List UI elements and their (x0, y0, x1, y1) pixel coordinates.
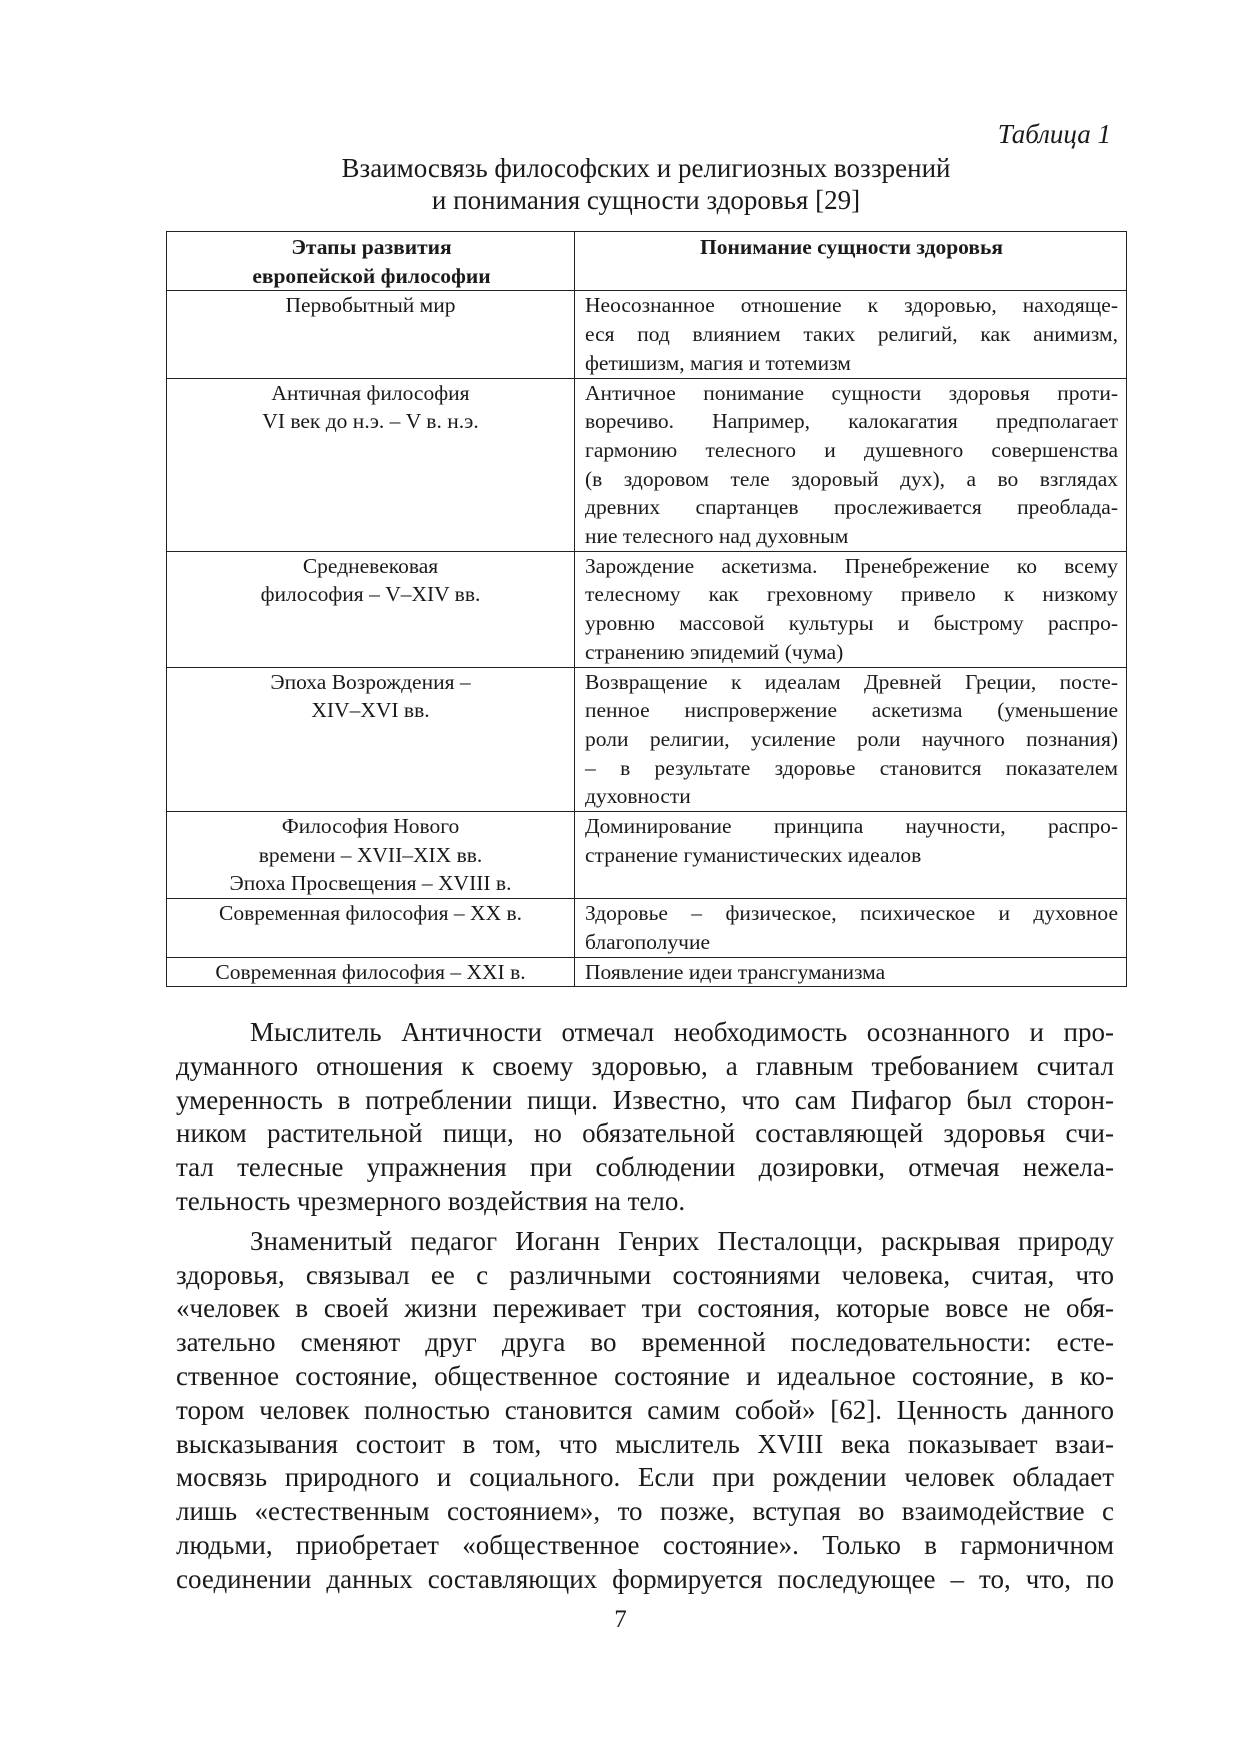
description-line: роли религии, усиление роли научного познания) (585, 726, 1118, 751)
description-line: пенное ниспровержение аскетизма (уменьшение (585, 698, 1118, 723)
description-line: еся под влиянием таких религий, как анимизм, (585, 322, 1118, 347)
table-row (167, 667, 1127, 812)
body-paragraph (176, 1016, 1114, 1219)
paragraph-line: высказывания состоит в том, что мыслитель XVIII века показывает взаи- (176, 1428, 1114, 1459)
stage-cell (167, 291, 575, 378)
stage-line: Современная философия – XX в. (218, 901, 523, 926)
description-line: гармонию телесного и душевного совершенства (585, 437, 1118, 462)
stage-line: Античная философия (271, 380, 470, 405)
description-cell (575, 899, 1127, 957)
paragraph-line: лишь «естественным состоянием», то позже, вступая во взаимодействие с (176, 1496, 1114, 1527)
description-line: Появление идеи трансгуманизма (585, 959, 886, 984)
page-number: 7 (614, 1606, 627, 1633)
paragraph-line: Мыслитель Античности отмечал необходимость осознанного и про- (250, 1017, 1114, 1047)
stage-line: Философия Нового (281, 814, 460, 839)
body-paragraph (176, 1225, 1114, 1597)
paragraph-line: людьми, приобретает «общественное состояние». Только в гармоничном (176, 1529, 1114, 1560)
description-line: Неосознанное отношение к здоровью, находяще- (585, 293, 1118, 318)
stage-line: времени – XVII–XIX вв. (258, 842, 483, 867)
stage-line: философия – V–XIV вв. (260, 582, 481, 607)
body-text (176, 1016, 1114, 1603)
table-caption (166, 152, 1126, 216)
description-line: Здоровье – физическое, психическое и духовное (585, 901, 1118, 926)
stage-line: Средневековая (302, 553, 439, 578)
stage-cell (167, 812, 575, 899)
description-line: духовности (585, 784, 691, 809)
paragraph-line: ственное состояние, общественное состояние и идеальное состояние, в ко- (176, 1360, 1114, 1391)
description-cell (575, 291, 1127, 378)
description-line: фетишизм, магия и тотемизм (585, 350, 851, 375)
table-row (167, 812, 1127, 899)
paragraph-line: ником растительной пищи, но обязательной составляющей здоровья счи- (176, 1118, 1114, 1149)
paragraph-line: зательно сменяют друг друга во временной последовательности: есте- (176, 1327, 1114, 1358)
paragraph-line: здоровья, связывал ее с различными состояниями человека, считая, что (176, 1259, 1114, 1290)
description-cell (575, 378, 1127, 551)
paragraph-line: Знаменитый педагог Иоганн Генрих Песталоцци, раскрывая природу (250, 1225, 1114, 1256)
header-stages-line-1: Этапы развития (291, 235, 452, 259)
stage-cell (167, 378, 575, 551)
description-cell (575, 667, 1127, 812)
stage-cell (167, 551, 575, 667)
description-line: телесному как греховному привело к низкому (585, 582, 1118, 607)
table-row (167, 291, 1127, 378)
stage-cell (167, 899, 575, 957)
description-line: благополучие (585, 929, 711, 954)
description-line: Зарождение аскетизма. Пренебрежение ко всему (585, 553, 1118, 578)
table-header-row (167, 232, 1127, 291)
description-cell (575, 957, 1127, 987)
stage-cell (167, 957, 575, 987)
description-line: древних спартанцев прослеживается преоблада- (585, 495, 1118, 520)
caption-line-2: и понимания сущности здоровья [29] (431, 185, 861, 215)
table-row (167, 551, 1127, 667)
description-line: Античное понимание сущности здоровья проти- (585, 380, 1118, 405)
header-stages (167, 232, 575, 291)
paragraph-line: умеренность в потреблении пищи. Известно, что сам Пифагор был сторон- (176, 1084, 1114, 1115)
paragraph-line: тал телесные упражнения при соблюдении дозировки, отмечая нежела- (176, 1152, 1114, 1183)
table-row (167, 378, 1127, 551)
description-line: – в результате здоровье становится показателем (585, 755, 1118, 780)
description-cell (575, 551, 1127, 667)
paragraph-line: соединении данных составляющих формируется последующее – то, что, по (176, 1563, 1114, 1594)
description-line: Возвращение к идеалам Древней Греции, посте- (585, 669, 1118, 694)
description-cell (575, 812, 1127, 899)
table-body (167, 291, 1127, 987)
description-line: (в здоровом теле здоровый дух), а во взглядах (585, 466, 1118, 491)
stage-line: Современная философия – XXI в. (215, 959, 526, 984)
paragraph-line: думанного отношения к своему здоровью, а главным требованием считал (176, 1050, 1114, 1081)
table-row (167, 899, 1127, 957)
philosophy-health-table (166, 231, 1127, 987)
stage-line: Эпоха Возрождения – (270, 669, 471, 694)
paragraph-line: тельность чрезмерного воздействия на тело. (176, 1185, 686, 1216)
stage-line: Эпоха Просвещения – XVIII в. (229, 871, 512, 896)
stage-line: VI век до н.э. – V в. н.э. (262, 409, 479, 434)
stage-line: Первобытный мир (285, 293, 456, 318)
header-stages-line-2: европейской философии (252, 263, 491, 288)
description-line: воречиво. Например, калокагатия предполагает (585, 409, 1118, 434)
description-line: уровню массовой культуры и быстрому распро- (585, 611, 1118, 636)
paragraph-line: тором человек полностью становится самим собой» [62]. Ценность данного (176, 1394, 1114, 1425)
paragraph-line: мосвязь природного и социального. Если при рождении человек обладает (176, 1462, 1114, 1493)
paragraph-line: «человек в своей жизни переживает три состояния, которые вовсе не обя- (176, 1293, 1114, 1324)
description-line: ние телесного над духовным (585, 524, 849, 549)
stage-cell (167, 667, 575, 812)
description-line: странению эпидемий (чума) (585, 639, 844, 664)
description-line: Доминирование принципа научности, распро- (585, 814, 1118, 839)
description-line: странение гуманистических идеалов (585, 842, 922, 867)
header-understanding: Понимание сущности здоровья (575, 232, 1127, 291)
table-row (167, 957, 1127, 987)
stage-line: XIV–XVI вв. (311, 698, 430, 723)
caption-line-1: Взаимосвязь философских и религиозных воззрений (341, 153, 951, 183)
table-label: Таблица 1 (997, 119, 1111, 149)
